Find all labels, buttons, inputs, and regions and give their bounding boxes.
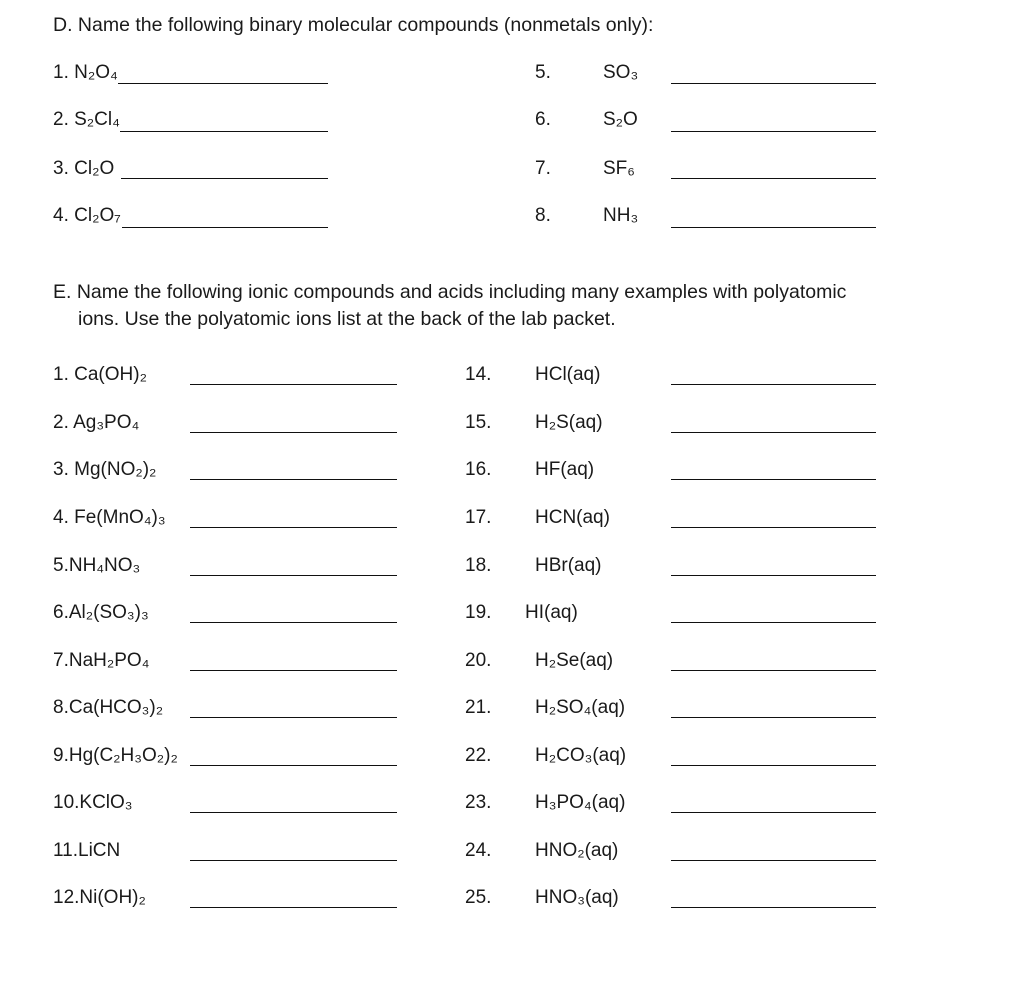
d-item-1: 1. N₂O₄: [53, 62, 118, 83]
e-left-answer-line[interactable]: [190, 432, 397, 433]
d-answer-line-1[interactable]: [118, 83, 328, 84]
d-answer-line-4[interactable]: [122, 227, 328, 228]
e-right-answer-line[interactable]: [671, 812, 876, 813]
e-right-item-formula: H₂SO₄(aq): [535, 697, 626, 718]
e-right-answer-line[interactable]: [671, 384, 876, 385]
e-right-item-number: 20.: [465, 650, 492, 671]
d-item-8-number: 8.: [535, 205, 551, 226]
e-right-item-formula: H₃PO₄(aq): [535, 792, 626, 813]
e-right-item-formula: HNO₂(aq): [535, 840, 619, 861]
e-left-item: 4. Fe(MnO₄)₃: [53, 507, 166, 528]
e-right-item-number: 18.: [465, 555, 492, 576]
e-left-answer-line[interactable]: [190, 717, 397, 718]
e-right-item-number: 23.: [465, 792, 492, 813]
d-answer-line-7[interactable]: [671, 178, 876, 179]
e-left-answer-line[interactable]: [190, 765, 397, 766]
e-right-answer-line[interactable]: [671, 717, 876, 718]
e-left-answer-line[interactable]: [190, 622, 397, 623]
e-left-answer-line[interactable]: [190, 907, 397, 908]
d-item-7-formula: SF₆: [603, 158, 635, 179]
e-left-item: 12.Ni(OH)₂: [53, 887, 146, 908]
e-right-item-number: 14.: [465, 364, 492, 385]
e-left-answer-line[interactable]: [190, 527, 397, 528]
d-item-5-number: 5.: [535, 62, 551, 83]
section-d-heading: D. Name the following binary molecular compounds (nonmetals only):: [53, 14, 654, 36]
e-left-answer-line[interactable]: [190, 479, 397, 480]
d-item-6-formula: S₂O: [603, 109, 638, 130]
d-answer-line-2[interactable]: [120, 131, 328, 132]
d-item-3: 3. Cl₂O: [53, 158, 115, 179]
d-item-6-number: 6.: [535, 109, 551, 130]
e-right-answer-line[interactable]: [671, 622, 876, 623]
e-right-answer-line[interactable]: [671, 765, 876, 766]
e-left-item: 2. Ag₃PO₄: [53, 412, 140, 433]
e-right-item-number: 22.: [465, 745, 492, 766]
e-right-answer-line[interactable]: [671, 860, 876, 861]
e-right-answer-line[interactable]: [671, 907, 876, 908]
e-right-answer-line[interactable]: [671, 575, 876, 576]
e-right-item-number: 25.: [465, 887, 492, 908]
e-left-item: 11.LiCN: [53, 840, 121, 861]
e-right-item-formula: HF(aq): [535, 459, 595, 480]
e-right-item-number: 16.: [465, 459, 492, 480]
e-left-answer-line[interactable]: [190, 812, 397, 813]
d-item-2: 2. S₂Cl₄: [53, 109, 120, 130]
e-left-item: 1. Ca(OH)₂: [53, 364, 147, 385]
e-right-item-number: 15.: [465, 412, 492, 433]
e-left-answer-line[interactable]: [190, 860, 397, 861]
e-left-item: 10.KClO₃: [53, 792, 133, 813]
e-right-item-formula: H₂CO₃(aq): [535, 745, 627, 766]
e-right-answer-line[interactable]: [671, 432, 876, 433]
e-left-item: 6.Al₂(SO₃)₃: [53, 602, 149, 623]
e-left-answer-line[interactable]: [190, 670, 397, 671]
e-left-answer-line[interactable]: [190, 384, 397, 385]
e-left-answer-line[interactable]: [190, 575, 397, 576]
e-right-answer-line[interactable]: [671, 479, 876, 480]
d-answer-line-3[interactable]: [121, 178, 328, 179]
e-right-item-formula: H₂Se(aq): [535, 650, 614, 671]
section-e-heading-line2: ions. Use the polyatomic ions list at the back of the lab packet.: [78, 308, 616, 330]
d-answer-line-8[interactable]: [671, 227, 876, 228]
e-left-item: 9.Hg(C₂H₃O₂)₂: [53, 745, 178, 766]
e-right-item-formula: HCl(aq): [535, 364, 601, 385]
e-right-item-number: 17.: [465, 507, 492, 528]
d-item-7-number: 7.: [535, 158, 551, 179]
e-right-item-formula: HCN(aq): [535, 507, 610, 528]
section-e-heading-line1: E. Name the following ionic compounds and acids including many examples with polyatomic: [53, 281, 847, 303]
e-left-item: 7.NaH₂PO₄: [53, 650, 150, 671]
e-right-item-formula: HBr(aq): [535, 555, 602, 576]
e-right-item-formula: HNO₃(aq): [535, 887, 619, 908]
e-left-item: 5.NH₄NO₃: [53, 555, 141, 576]
e-right-item-number: 19.: [465, 602, 492, 623]
d-answer-line-5[interactable]: [671, 83, 876, 84]
e-right-answer-line[interactable]: [671, 527, 876, 528]
e-right-item-formula: HI(aq): [525, 602, 578, 623]
e-left-item: 8.Ca(HCO₃)₂: [53, 697, 164, 718]
e-right-answer-line[interactable]: [671, 670, 876, 671]
e-right-item-formula: H₂S(aq): [535, 412, 603, 433]
e-right-item-number: 24.: [465, 840, 492, 861]
d-item-4: 4. Cl₂O₇: [53, 205, 121, 226]
d-item-5-formula: SO₃: [603, 62, 639, 83]
e-left-item: 3. Mg(NO₂)₂: [53, 459, 157, 480]
e-right-item-number: 21.: [465, 697, 492, 718]
d-answer-line-6[interactable]: [671, 131, 876, 132]
d-item-8-formula: NH₃: [603, 205, 639, 226]
